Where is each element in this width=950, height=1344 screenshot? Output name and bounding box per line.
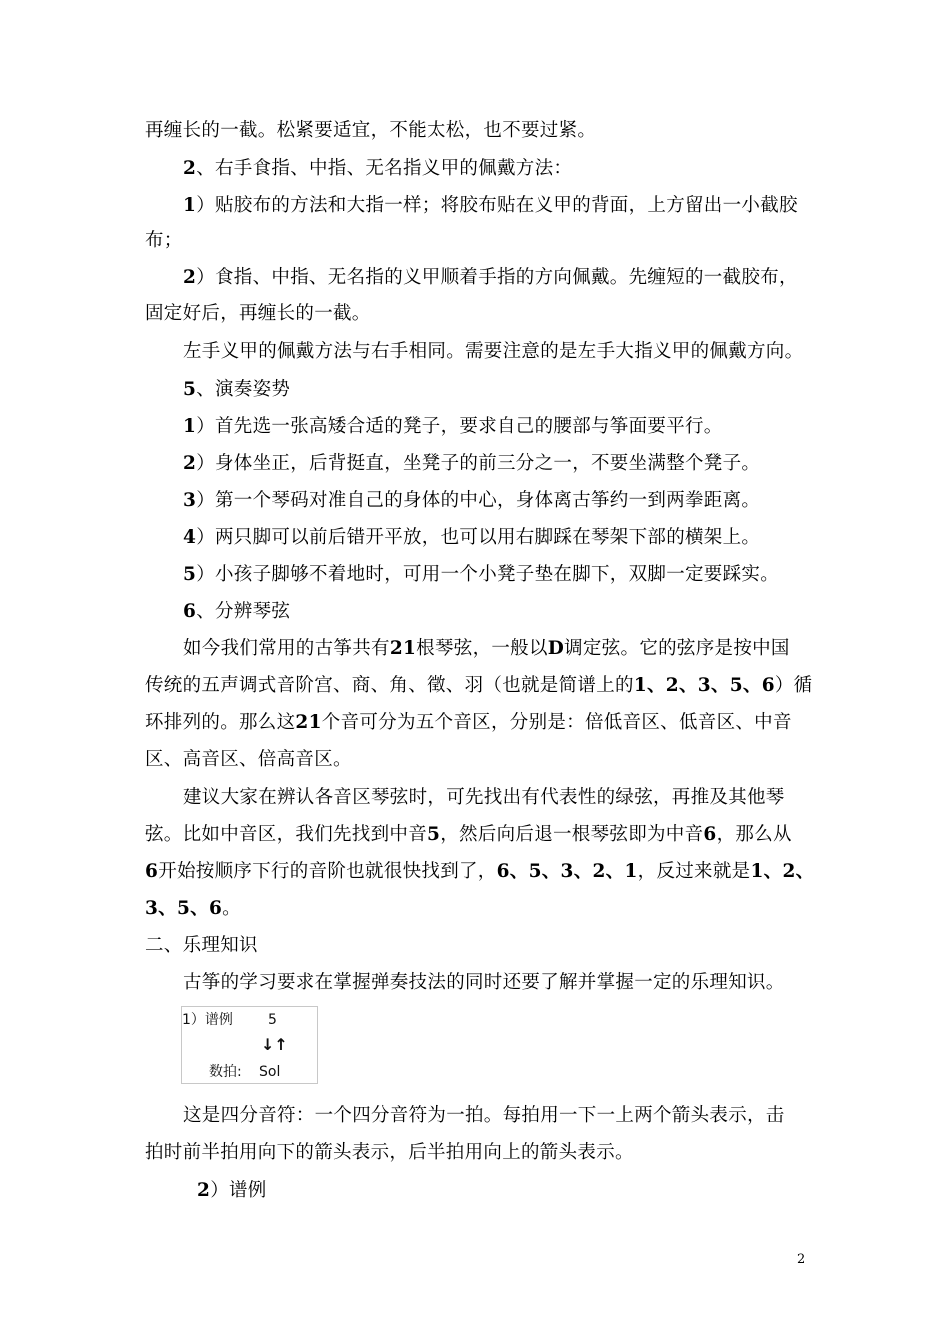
figure-note: 5 [268, 1012, 277, 1028]
paragraph-line: 布； [145, 230, 183, 251]
paragraph-line: 建议大家在辨认各音区琴弦时，可先找出有代表性的绿弦，再推及其他琴 [183, 787, 785, 808]
paragraph-line: 弦。比如中音区，我们先找到中音5，然后向后退一根琴弦即为中音6，那么从 [145, 824, 792, 845]
paragraph-line: 固定好后，再缠长的一截。 [145, 303, 371, 324]
paragraph-line: 传统的五声调式音阶宫、商、角、徵、羽（也就是简谱上的1、2、3、5、6）循 [145, 675, 813, 696]
paragraph-line: 环排列的。那么这21个音可分为五个音区，分别是：倍低音区、低音区、中音 [145, 712, 792, 733]
figure-beat-value: Sol [259, 1064, 281, 1080]
list-item: 2）身体坐正，后背挺直，坐凳子的前三分之一，不要坐满整个凳子。 [183, 453, 761, 474]
paragraph-line: 2）食指、中指、无名指的义甲顺着手指的方向佩戴。先缠短的一截胶布， [183, 267, 798, 288]
paragraph-line: 拍时前半拍用向下的箭头表示，后半拍用向上的箭头表示。 [145, 1142, 634, 1163]
paragraph-line: 如今我们常用的古筝共有21根琴弦，一般以D调定弦。它的弦序是按中国 [183, 638, 790, 659]
subheading-right-hand-nails: 2、右手食指、中指、无名指义甲的佩戴方法： [183, 158, 573, 179]
paragraph-line: 左手义甲的佩戴方法与右手相同。需要注意的是左手大指义甲的佩戴方向。 [183, 341, 804, 362]
paragraph-line: 古筝的学习要求在掌握弹奏技法的同时还要了解并掌握一定的乐理知识。 [183, 972, 785, 993]
paragraph-line: 区、高音区、倍高音区。 [145, 749, 352, 770]
paragraph-line: 这是四分音符：一个四分音符为一拍。每拍用一下一上两个箭头表示，击 [183, 1105, 785, 1126]
section-heading-music-theory: 二、乐理知识 [145, 935, 258, 956]
beat-arrows-icon: ↓↑ [261, 1035, 288, 1054]
paragraph-line: 再缠长的一截。松紧要适宜，不能太松，也不要过紧。 [145, 120, 597, 141]
subheading-example-2: 2）谱例 [197, 1180, 267, 1201]
paragraph-line: 1）贴胶布的方法和大指一样；将胶布贴在义甲的背面，上方留出一小截胶 [183, 195, 798, 216]
figure-label: 1）谱例 [182, 1012, 233, 1028]
page-number: 2 [797, 1252, 806, 1267]
list-item: 3）第一个琴码对准自己的身体的中心，身体离古筝约一到两拳距离。 [183, 490, 761, 511]
list-item: 5）小孩子脚够不着地时，可用一个小凳子垫在脚下，双脚一定要踩实。 [183, 564, 779, 585]
subheading-playing-posture: 5、演奏姿势 [183, 379, 291, 400]
paragraph-line: 6开始按顺序下行的音阶也就很快找到了，6、5、3、2、1，反过来就是1、2、 [145, 861, 815, 882]
notation-example-figure [181, 1006, 318, 1084]
paragraph-line: 3、5、6。 [145, 898, 241, 919]
list-item: 1）首先选一张高矮合适的凳子，要求自己的腰部与筝面要平行。 [183, 416, 723, 437]
list-item: 4）两只脚可以前后错开平放，也可以用右脚踩在琴架下部的横架上。 [183, 527, 761, 548]
subheading-identify-strings: 6、分辨琴弦 [183, 601, 291, 622]
figure-beat-label: 数拍: [209, 1064, 242, 1080]
